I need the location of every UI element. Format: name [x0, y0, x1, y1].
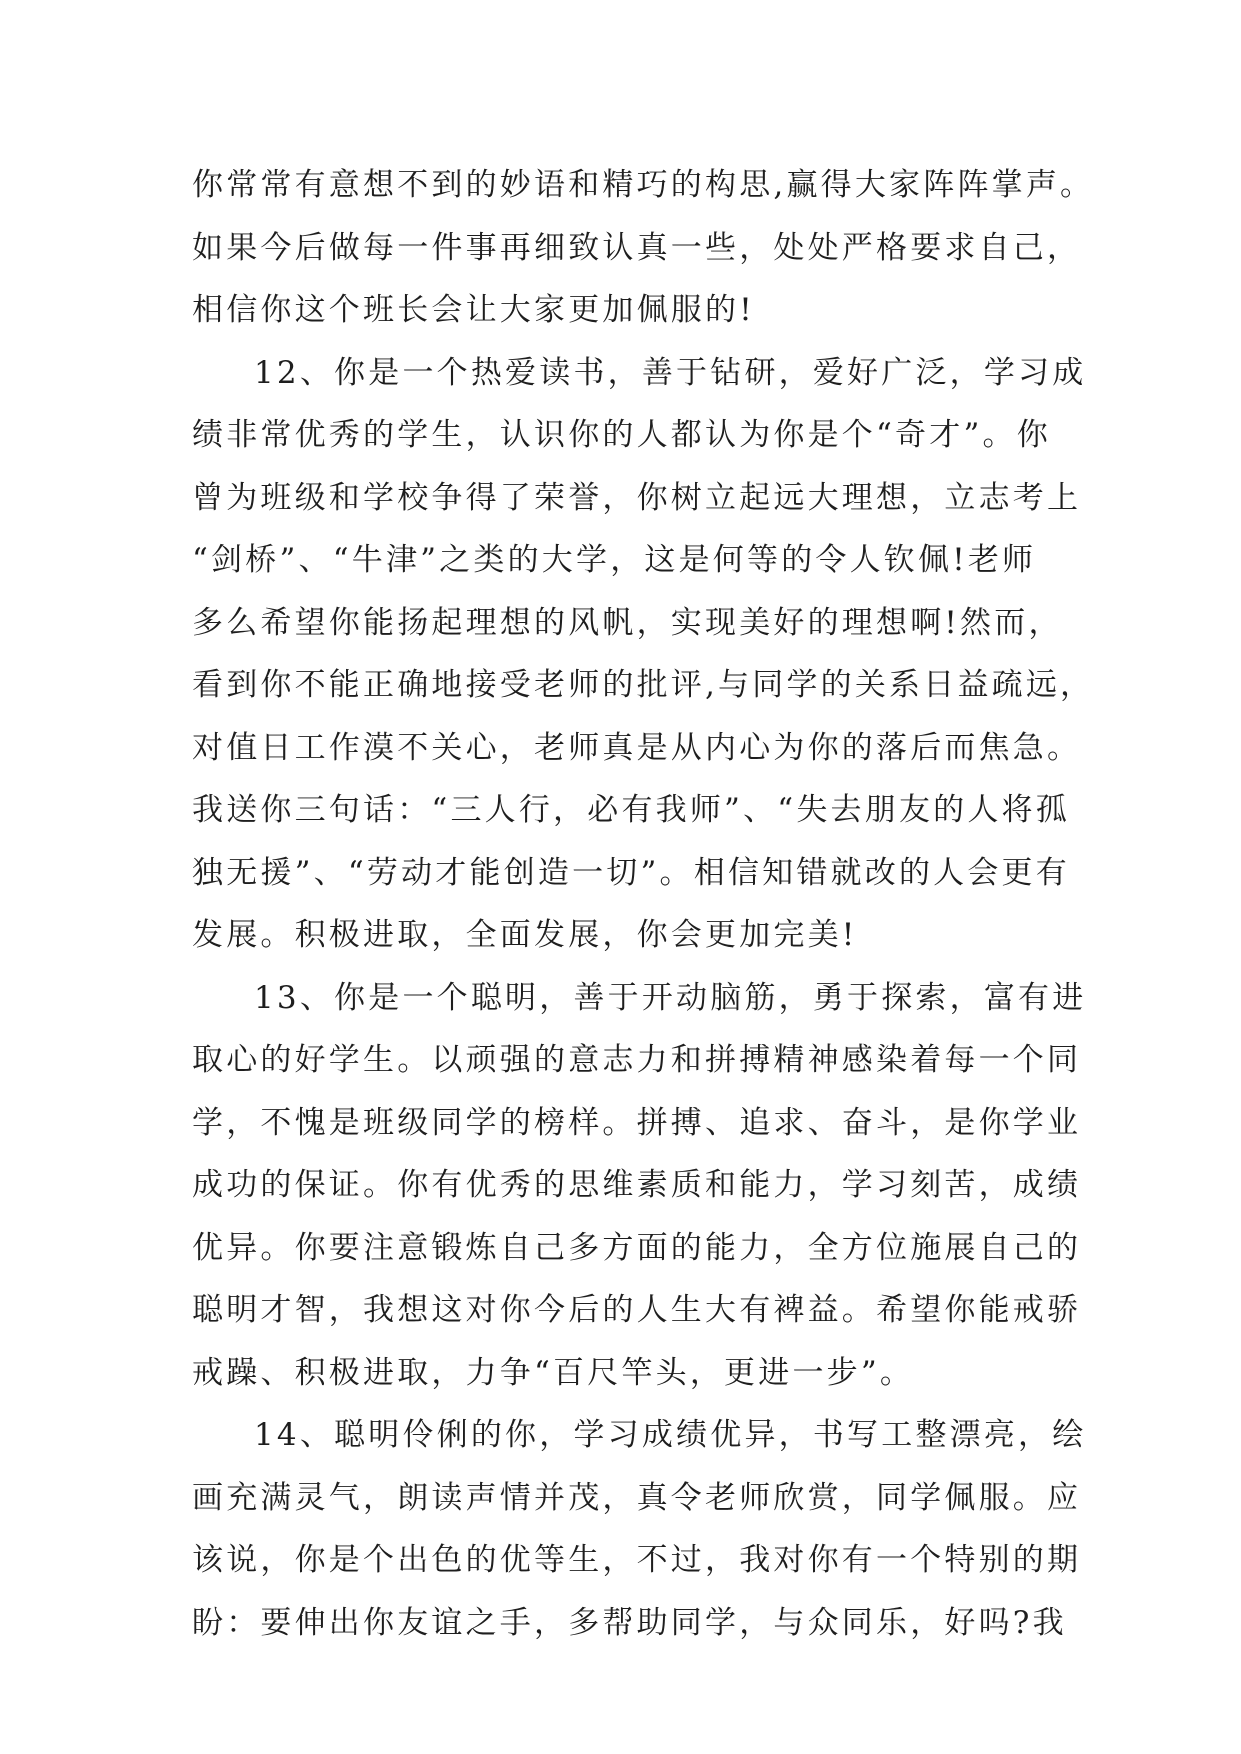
text-line: 13、你是一个聪明，善于开动脑筋，勇于探索，富有进 — [254, 979, 1087, 1016]
text-line: 戒躁、积极进取，力争“百尺竿头，更进一步”。 — [192, 1354, 915, 1391]
text-line: 我送你三句话：“三人行，必有我师”、“失去朋友的人将孤 — [192, 792, 1070, 828]
text-line: 独无援”、“劳动才能创造一切”。相信知错就改的人会更有 — [192, 854, 1070, 891]
document-body — [192, 154, 1095, 1654]
paragraph-carryover — [192, 154, 1095, 342]
paragraph-item-14 — [192, 1404, 1087, 1654]
text-line: 如果今后做每一件事再细致认真一些，处处严格要求自己， — [192, 229, 1082, 266]
text-line: 取心的好学生。以顽强的意志力和拼搏精神感染着每一个同 — [192, 1042, 1082, 1078]
text-line: 聪明才智，我想这对你今后的人生大有裨益。希望你能戒骄 — [192, 1292, 1082, 1328]
text-line: 发展。积极进取，全面发展，你会更加完美! — [192, 917, 858, 953]
text-line: 绩非常优秀的学生，认识你的人都认为你是个“奇才”。你 — [192, 417, 1051, 453]
text-line: 14、聪明伶俐的你，学习成绩优异，书写工整漂亮，绘 — [254, 1417, 1087, 1453]
paragraph-item-12 — [192, 342, 1095, 967]
text-line: 画充满灵气，朗读声情并茂，真令老师欣赏，同学佩服。应 — [192, 1479, 1082, 1516]
text-line: 成功的保证。你有优秀的思维素质和能力，学习刻苦，成绩 — [192, 1167, 1082, 1203]
text-line: 该说，你是个出色的优等生，不过，我对你有一个特别的期 — [192, 1542, 1082, 1578]
text-line: 学，不愧是班级同学的榜样。拼搏、追求、奋斗，是你学业 — [192, 1104, 1082, 1141]
text-line: 多么希望你能扬起理想的风帆，实现美好的理想啊!然而， — [192, 604, 1063, 641]
text-line: 曾为班级和学校争得了荣誉，你树立起远大理想，立志考上 — [192, 479, 1082, 516]
text-line: 12、你是一个热爱读书，善于钻研，爱好广泛，学习成 — [254, 354, 1087, 391]
text-line: 盼：要伸出你友谊之手，多帮助同学，与众同乐，好吗?我 — [192, 1604, 1067, 1641]
text-line: 你常常有意想不到的妙语和精巧的构思,赢得大家阵阵掌声。 — [192, 167, 1095, 203]
text-line: 看到你不能正确地接受老师的批评,与同学的关系日益疏远， — [192, 667, 1095, 703]
text-line: 对值日工作漠不关心，老师真是从内心为你的落后而焦急。 — [192, 729, 1082, 766]
text-line: “剑桥”、“牛津”之类的大学，这是何等的令人钦佩!老师 — [192, 542, 1037, 578]
text-line: 相信你这个班长会让大家更加佩服的! — [192, 292, 755, 328]
paragraph-item-13 — [192, 967, 1087, 1405]
text-line: 优异。你要注意锻炼自己多方面的能力，全方位施展自己的 — [192, 1229, 1082, 1266]
